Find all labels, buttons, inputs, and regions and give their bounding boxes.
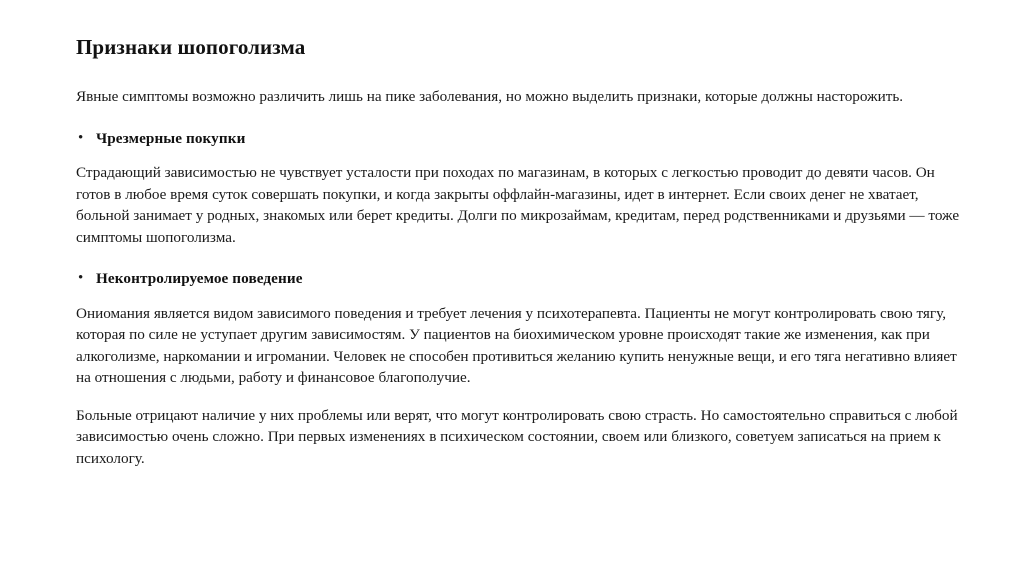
section-heading-label: Неконтролируемое поведение: [96, 270, 303, 288]
bullet-icon: •: [78, 270, 84, 287]
section-heading-label: Чрезмерные покупки: [96, 129, 246, 147]
bullet-icon: •: [78, 129, 84, 146]
section-body-uncontrolled-behavior: [76, 303, 964, 470]
section-paragraph: Больные отрицают наличие у них проблемы или верят, что могут контролировать свою страсть. Но самостоятельно справиться с любой зависимостью очень сложно. При первых изменениях в психическом состоянии, своем или близкого, советуем записаться на прием к психологу.: [76, 406, 958, 467]
section-paragraph: Страдающий зависимостью не чувствует усталости при походах по магазинам, в которых с легкостью проводит до девяти часов. Он готов в любое время суток совершать покупки, и когда закрыты оффлайн-магазины, идет в интернет. Если своих денег не хватает, больной занимает у родных, знакомых или берет кредиты. Долги по микрозаймам, кредитам, перед родственниками и друзьями — тоже симптомы шопоголизма.: [76, 164, 960, 246]
section-paragraph: Ониомания является видом зависимого поведения и требует лечения у психотерапевта. Пациенты не могут контролировать свою тягу, которая по силе не уступает другим зависимостям. У пациентов на биохимическом уровне происходят такие же изменения, как при алкоголизме, наркомании и игромании. Человек не способен противиться желанию купить ненужные вещи, и его тяга негативно влияет на отношения с людьми, работу и финансовое благополучие.: [76, 304, 957, 387]
page-title: Признаки шопоголизма: [76, 35, 306, 59]
bullet-heading-excessive-shopping: [76, 128, 964, 150]
intro-paragraph: Явные симптомы возможно различить лишь на пике заболевания, но можно выделить признаки, которые должны насторожить.: [76, 88, 904, 106]
bullet-heading-uncontrolled-behavior: [76, 268, 964, 290]
section-body-excessive-shopping: [76, 162, 964, 248]
